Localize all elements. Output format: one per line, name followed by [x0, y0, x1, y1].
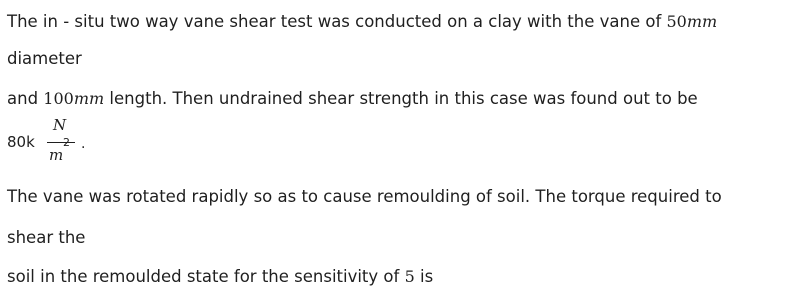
question-text: shear the	[7, 228, 86, 247]
strength-numerator: N	[53, 116, 67, 134]
question-line-1	[7, 11, 717, 33]
vane-diameter-value: 50mm	[666, 12, 718, 31]
question-line-2	[7, 48, 82, 70]
question-text: diameter	[7, 49, 82, 68]
question-line-7	[7, 266, 433, 288]
question-text: length. Then undrained shear strength in this case was found out to be	[104, 89, 698, 108]
question-line-6	[7, 227, 85, 249]
sensitivity-value: 5	[404, 267, 415, 286]
fraction-bar	[47, 142, 75, 143]
question-text: is	[414, 267, 434, 286]
strength-denominator: m	[49, 146, 64, 164]
question-text: and	[7, 89, 44, 108]
strength-coefficient: 80k	[7, 133, 35, 151]
strength-exponent: 2	[63, 136, 70, 149]
question-text: The vane was rotated rapidly so as to cause remoulding of soil. The torque required to	[7, 187, 722, 206]
question-line-3	[7, 88, 698, 110]
vane-length-value: 100mm	[43, 89, 105, 108]
shear-strength-formula	[7, 116, 147, 172]
question-text: soil in the remoulded state for the sensitivity of	[7, 267, 405, 286]
strength-terminator: .	[81, 136, 86, 152]
question-line-5	[7, 186, 722, 208]
question-text: The in - situ two way vane shear test was conducted on a clay with the vane of	[7, 12, 667, 31]
